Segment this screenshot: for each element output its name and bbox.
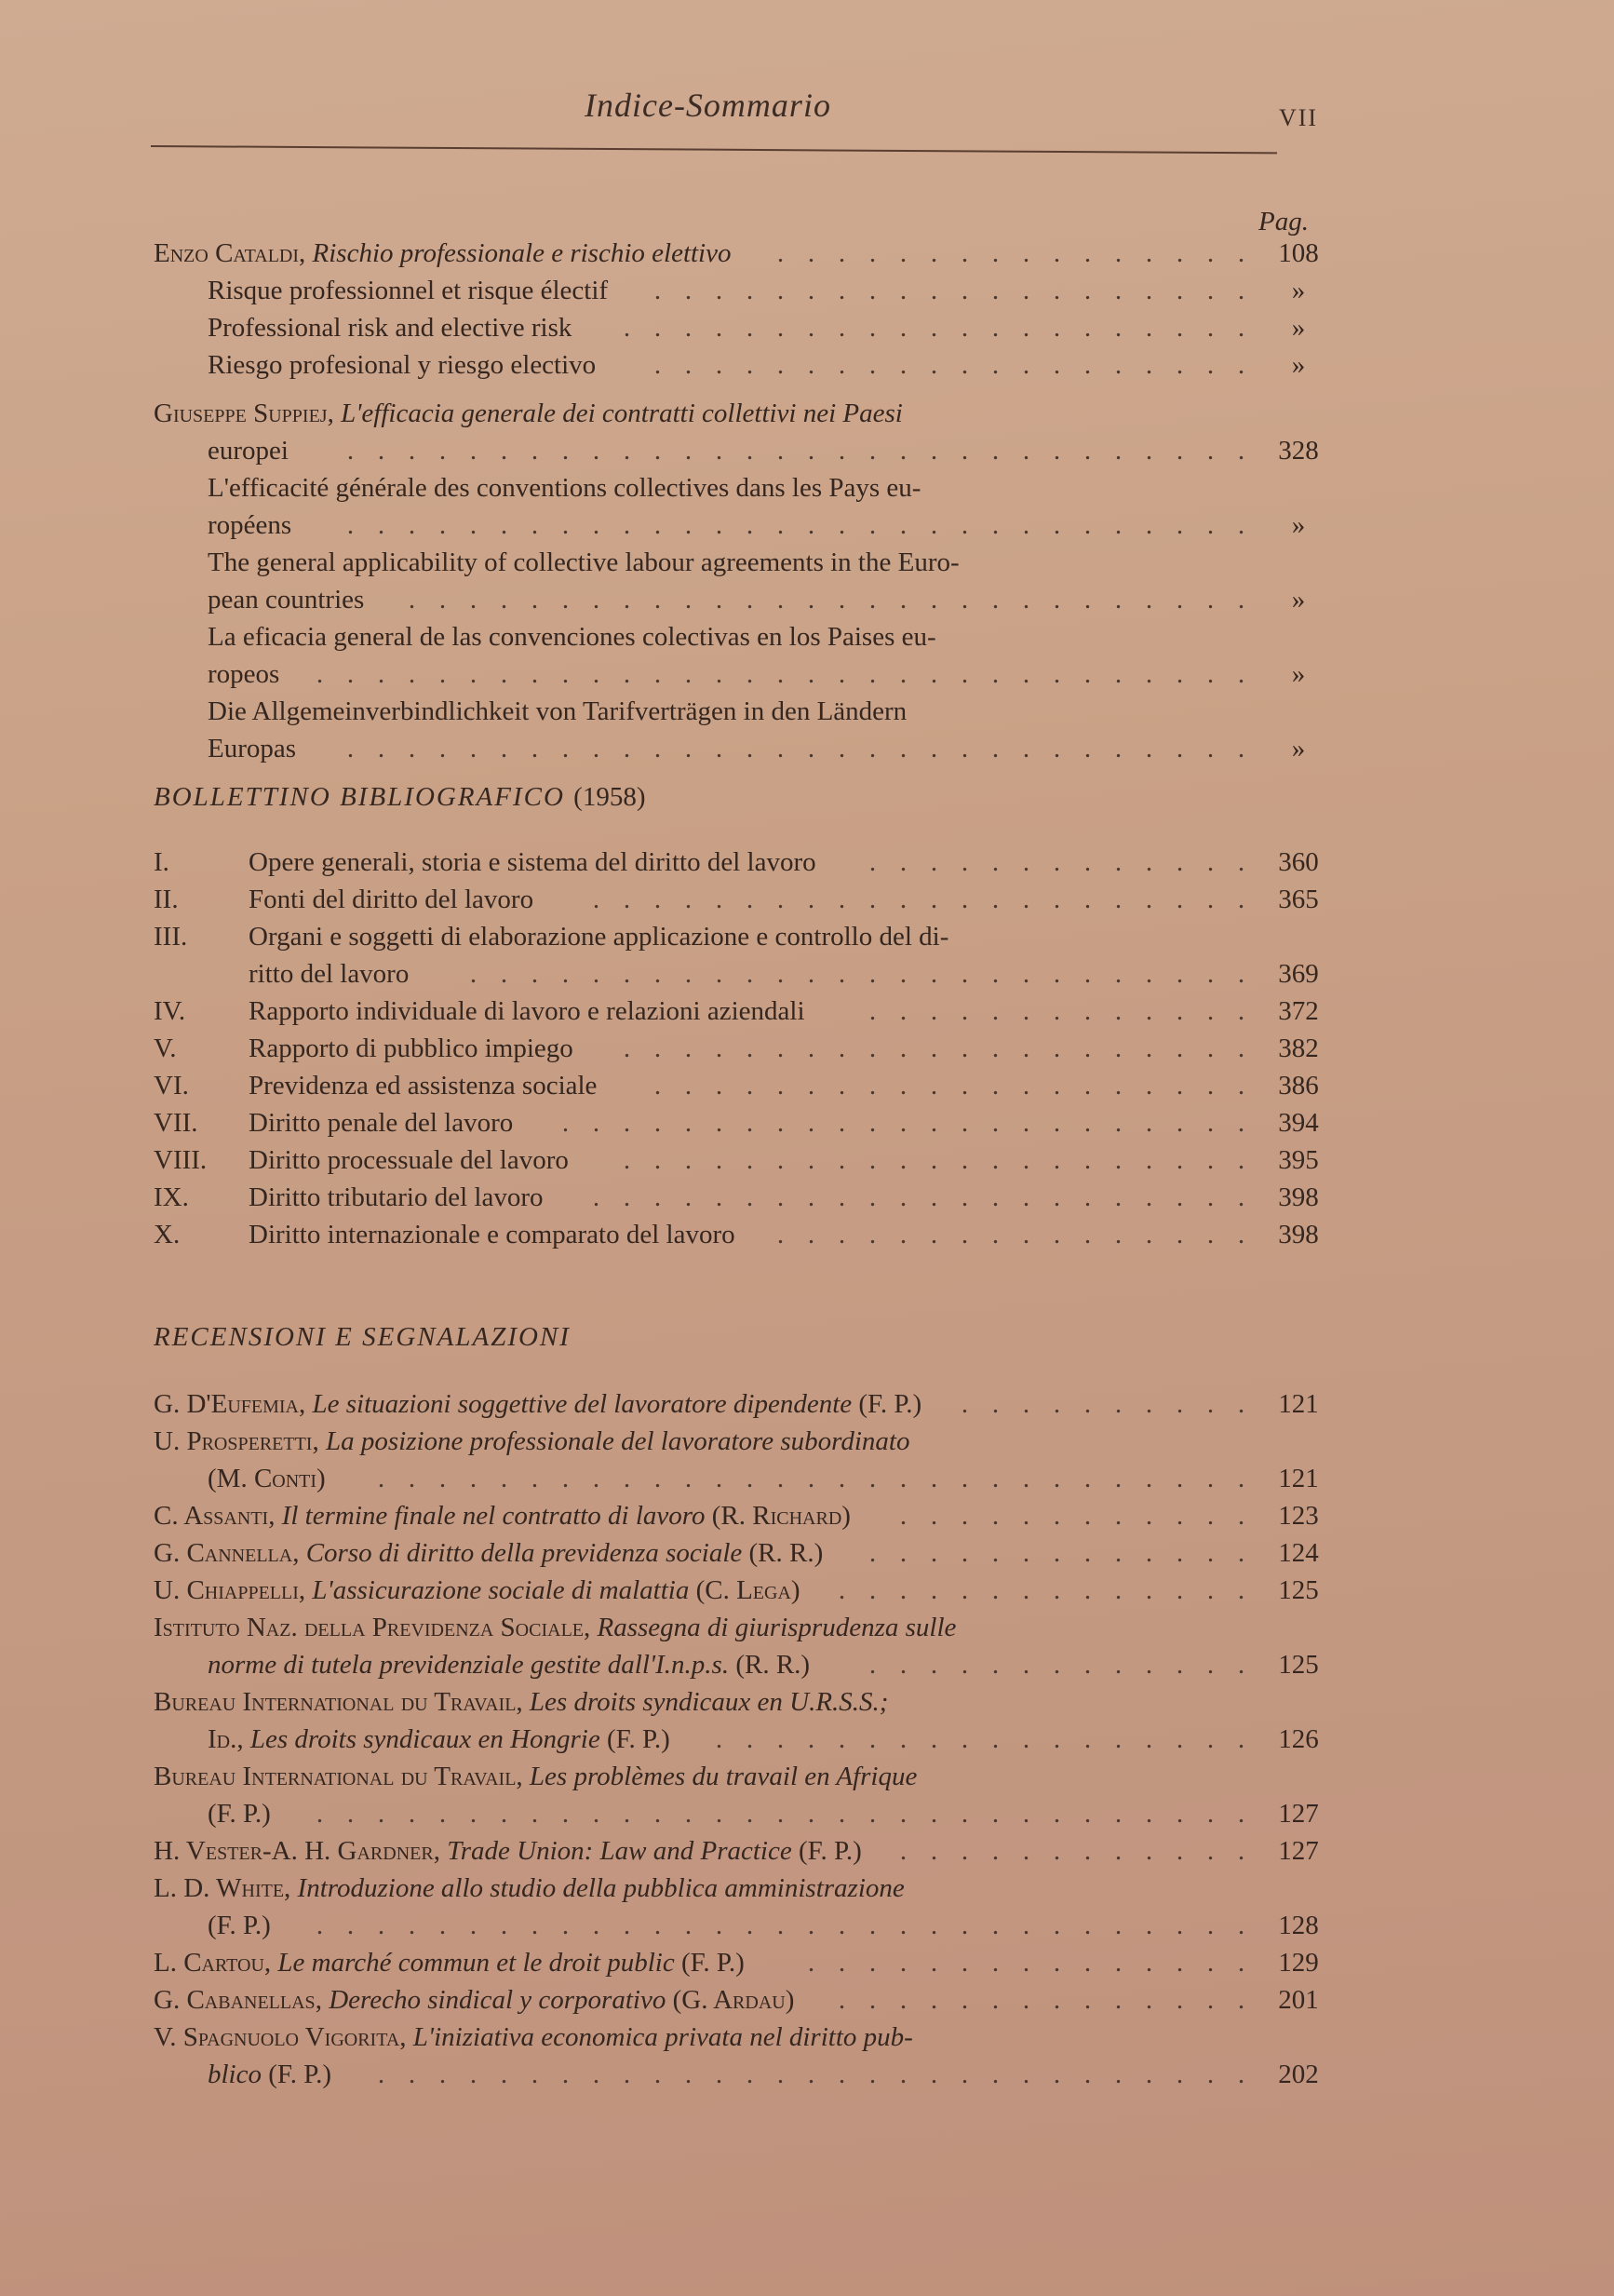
bollettino-item[interactable]: [154, 918, 1317, 955]
review-entry-cont[interactable]: [154, 1460, 1317, 1497]
leader-dots: . . . . . . . . . .: [961, 1389, 1245, 1419]
section-heading: RECENSIONI E SEGNALAZIONI: [154, 1322, 571, 1352]
leader-dots: . . . . . . . . . . . . . . . . . . . . . . . . . . . . .: [377, 1464, 1245, 1493]
item-number: VI.: [154, 1071, 189, 1101]
page-ref: 360: [1278, 847, 1319, 877]
leader-dots: . . . . . . . . . . . . . . . .: [776, 1220, 1245, 1249]
leader-dots: . . . . . . . . . . . . . . . . . . . . . .: [592, 1182, 1245, 1212]
translation-entry-cont[interactable]: [154, 506, 1317, 544]
translation-title-cont: Europas: [208, 734, 297, 763]
bollettino-list: [154, 844, 1317, 1253]
reviewer: (F. P.): [680, 1948, 745, 1978]
review-entry[interactable]: H. Vester-A. H. Gardner, Trade Union: Law and Practice (F. P.) 127 . . . . . . . . . . . .: [154, 1832, 1317, 1870]
leader-dots: . . . . . . . . . . . . . . .: [807, 1948, 1245, 1978]
page-ref: 202: [1278, 2060, 1319, 2089]
reviewer: (G. Ardau): [672, 1985, 795, 2015]
bollettino-item[interactable]: [154, 881, 1317, 918]
page-ref: 369: [1278, 959, 1319, 989]
author: L. D. White: [154, 1873, 285, 1903]
item-number: I.: [154, 847, 169, 877]
page-ref: 124: [1278, 1538, 1319, 1568]
author: G. Cannella: [154, 1538, 293, 1568]
leader-dots: . . . . . . . . . . . . . . . . . . . . . . . . . . . . . .: [346, 734, 1245, 763]
book-title-cont: norme di tutela previdenziale gestite dall'I.n.p.s.: [208, 1650, 730, 1680]
book-title: Introduzione allo studio della pubblica amministrazione: [297, 1873, 905, 1903]
page-ref: 394: [1278, 1108, 1319, 1138]
author: U. Prosperetti: [154, 1426, 313, 1456]
leader-dots: . . . . . . . . . . . . . . . . . . . . .: [623, 1145, 1245, 1175]
running-title: Indice-Sommario: [585, 87, 831, 124]
page-ref: 398: [1278, 1220, 1319, 1249]
author: G. D'Eufemia: [154, 1389, 299, 1419]
bollettino-item[interactable]: [154, 1067, 1317, 1104]
review-entry-cont[interactable]: [154, 1646, 1317, 1683]
author: Enzo Cataldi: [154, 238, 300, 268]
author: C. Assanti: [154, 1501, 269, 1531]
author: H. Vester-A. H. Gardner: [154, 1836, 434, 1866]
reviewer: (M. Conti): [208, 1464, 326, 1493]
item-title: Previdenza ed assistenza sociale: [249, 1071, 598, 1101]
book-title: Il termine finale nel contratto di lavoro: [281, 1501, 706, 1531]
leader-dots: . . . . . . . . . . . . . . . . . . . . . . . . . . . .: [408, 585, 1245, 615]
reviewer: (R. Richard): [711, 1501, 851, 1531]
leader-dots: . . . . . . . . . . . . . . . . . .: [715, 1724, 1245, 1754]
author: G. Cabanellas: [154, 1985, 316, 2015]
leader-dots: . . . . . . . . . . . . . . . .: [776, 238, 1245, 268]
page-ref: 127: [1278, 1836, 1319, 1866]
translation-entry[interactable]: [154, 346, 1317, 384]
article-title: Rischio professionale e rischio elettivo: [312, 238, 732, 268]
translation-title: Risque professionnel et risque électif: [208, 276, 609, 305]
translation-title: Riesgo profesional y riesgo electivo: [208, 350, 597, 380]
toc-entry[interactable]: Enzo Cataldi, Rischio professionale e rischio elettivo 108 . . . . . . . . . . . . . . . .: [154, 235, 1317, 272]
review-entry[interactable]: C. Assanti, Il termine finale nel contratto di lavoro (R. Richard) 123 . . . . . . . . . . . .: [154, 1497, 1317, 1534]
leader-dots: . . . . . . . . . . . . . . . . . . . . . . . . . .: [469, 959, 1245, 989]
translation-entry[interactable]: [154, 272, 1317, 309]
bollettino-item[interactable]: [154, 1104, 1317, 1141]
book-title: Le situazioni soggettive del lavoratore dipendente: [312, 1389, 853, 1419]
page-ref: 386: [1278, 1071, 1319, 1101]
leader-dots: . . . . . . . . . . . . . . . . . . . . . . . . . . . . .: [377, 2060, 1245, 2089]
bollettino-item[interactable]: [154, 1141, 1317, 1179]
page-ref: 129: [1278, 1948, 1319, 1978]
author: Bureau International du Travail: [154, 1687, 517, 1717]
leader-dots: . . . . . . . . . . . . . . . . . . . .: [653, 276, 1245, 305]
leader-dots: . . . . . . . . . . . .: [899, 1501, 1245, 1531]
bollettino-item-cont[interactable]: [154, 955, 1317, 993]
section-recensioni: [154, 1318, 1317, 1356]
page-ref: »: [1291, 510, 1306, 540]
book-title: Les problèmes du travail en Afrique: [529, 1762, 918, 1791]
book-title: Les droits syndicaux en U.R.S.S.;: [529, 1687, 889, 1717]
leader-dots: . . . . . . . . . . . . .: [868, 996, 1245, 1026]
review-entry[interactable]: V. Spagnuolo Vigorita, L'iniziativa economica privata nel diritto pub-: [154, 2022, 913, 2052]
review-entry[interactable]: L. D. White, Introduzione allo studio della pubblica amministrazione: [154, 1873, 905, 1903]
translation-title-cont: ropeos: [208, 659, 280, 689]
reviewer: (C. Lega): [695, 1575, 800, 1605]
page-ref: 201: [1278, 1985, 1319, 2015]
leader-dots: . . . . . . . . . . . . . . . . . . . . . . . . . . . . . . .: [316, 1911, 1245, 1940]
reviewer: (F. P.): [607, 1724, 670, 1754]
book-title: Le marché commun et le droit public: [277, 1948, 675, 1978]
article-title: L'efficacia generale dei contratti collettivi nei Paesi: [341, 398, 903, 428]
section-title: BOLLETTINO BIBLIOGRAFICO: [154, 782, 565, 812]
item-number: III.: [154, 922, 188, 952]
toc-entry-continuation[interactable]: [154, 432, 1317, 469]
item-number: VIII.: [154, 1145, 208, 1175]
review-entry[interactable]: U. Prosperetti, La posizione professionale del lavoratore subordinato: [154, 1426, 910, 1456]
review-entry[interactable]: Bureau International du Travail, Les problèmes du travail en Afrique: [154, 1762, 918, 1791]
bollettino-item[interactable]: [154, 993, 1317, 1030]
page-number: VII: [1279, 104, 1319, 131]
review-entry[interactable]: Bureau International du Travail, Les droits syndicaux en U.R.S.S.;: [154, 1687, 889, 1717]
page-ref: 382: [1278, 1033, 1319, 1063]
review-entry[interactable]: G. Cabanellas, Derecho sindical y corporativo (G. Ardau) 201 . . . . . . . . . . . . . .: [154, 1981, 1317, 2019]
item-title: Fonti del diritto del lavoro: [249, 885, 534, 914]
bollettino-item[interactable]: [154, 1216, 1317, 1253]
page-ref: 125: [1278, 1650, 1319, 1680]
translation-title: Professional risk and elective risk: [208, 313, 572, 343]
toc-entry[interactable]: Giuseppe Suppiej, L'efficacia generale dei contratti collettivi nei Paesi: [154, 398, 903, 428]
book-title: L'iniziativa economica privata nel diritto pub-: [412, 2022, 913, 2052]
page-ref: 108: [1278, 238, 1319, 268]
item-title: Diritto internazionale e comparato del lavoro: [249, 1220, 735, 1249]
page-ref: 365: [1278, 885, 1319, 914]
book-title: Derecho sindical y corporativo: [329, 1985, 666, 2015]
translation-title: Die Allgemeinverbindlichkeit von Tarifverträgen in den Ländern: [208, 696, 908, 726]
translation-entry[interactable]: [154, 618, 1317, 655]
leader-dots: . . . . . . . . . . . . . .: [838, 1985, 1245, 2015]
leader-dots: . . . . . . . . . . . . . .: [838, 1575, 1245, 1605]
bollettino-item[interactable]: [154, 1179, 1317, 1216]
author: Bureau International du Travail: [154, 1762, 517, 1791]
item-number: V.: [154, 1033, 177, 1063]
translation-entry[interactable]: [154, 544, 1317, 581]
item-title: Rapporto di pubblico impiego: [249, 1033, 573, 1063]
book-title: L'assicurazione sociale di malattia: [312, 1575, 690, 1605]
item-title: Diritto penale del lavoro: [249, 1108, 514, 1138]
page-ref: 121: [1278, 1389, 1319, 1419]
section-heading: [154, 778, 1317, 816]
translation-entry-cont[interactable]: [154, 581, 1317, 618]
header-rule: [151, 145, 1277, 154]
review-entry-cont[interactable]: [154, 2056, 1317, 2093]
author: L. Cartou: [154, 1948, 264, 1978]
recensioni-list: [154, 1385, 1317, 2093]
leader-dots: . . . . . . . . . . . . .: [868, 1538, 1245, 1568]
reviewer: (F. P.): [858, 1389, 922, 1419]
translation-entry[interactable]: [154, 309, 1317, 346]
page-ref: »: [1291, 659, 1306, 689]
article-cataldi: [154, 235, 1317, 384]
page-ref: 125: [1278, 1575, 1319, 1605]
book-title-cont: blico: [208, 2060, 262, 2089]
reviewer: (R. R.): [748, 1538, 824, 1568]
item-number: X.: [154, 1220, 181, 1249]
reviewer: (F. P.): [208, 1799, 271, 1829]
leader-dots: . . . . . . . . . . . . . . . . . . . . .: [623, 1033, 1245, 1063]
article-title-cont: europei: [208, 436, 289, 466]
page-ref: »: [1291, 276, 1306, 305]
translation-title-cont: ropéens: [208, 510, 292, 540]
item-title-cont: ritto del lavoro: [249, 959, 410, 989]
leader-dots: . . . . . . . . . . . . . . . . . . . . .: [623, 313, 1245, 343]
review-entry[interactable]: L. Cartou, Le marché commun et le droit public (F. P.) 129 . . . . . . . . . . . . . . .: [154, 1944, 1317, 1981]
page-ref: 127: [1278, 1799, 1319, 1829]
section-year: (1958): [573, 782, 646, 812]
pag-column-label: Pag.: [1258, 207, 1309, 236]
translation-title-cont: pean countries: [208, 585, 365, 615]
article-suppiej: [154, 395, 1317, 767]
author: V. Spagnuolo Vigorita: [154, 2022, 400, 2052]
leader-dots: . . . . . . . . . . . . .: [868, 1650, 1245, 1680]
review-entry-cont[interactable]: [154, 1907, 1317, 1944]
bollettino-item[interactable]: [154, 1030, 1317, 1067]
item-number: IX.: [154, 1182, 189, 1212]
page-ref: 121: [1278, 1464, 1319, 1493]
reviewer: (F. P.): [208, 1911, 271, 1940]
item-title: Opere generali, storia e sistema del diritto del lavoro: [249, 847, 816, 877]
review-entry[interactable]: U. Chiappelli, L'assicurazione sociale di malattia (C. Lega) 125 . . . . . . . . . . . . . .: [154, 1572, 1317, 1609]
review-entry-cont[interactable]: [154, 1795, 1317, 1832]
review-entry[interactable]: Istituto Naz. della Previdenza Sociale, Rassegna di giurisprudenza sulle: [154, 1613, 957, 1642]
item-number: VII.: [154, 1108, 198, 1138]
translation-title: The general applicability of collective labour agreements in the Euro-: [208, 547, 960, 577]
leader-dots: . . . . . . . . . . . .: [899, 1836, 1245, 1866]
page-ref: 123: [1278, 1501, 1319, 1531]
page-ref: 328: [1278, 436, 1319, 466]
author-ibid: Id.,: [208, 1724, 244, 1754]
reviewer: (F. P.): [798, 1836, 862, 1866]
review-entry[interactable]: G. D'Eufemia, Le situazioni soggettive del lavoratore dipendente (F. P.) 121 . . . . . . . . . .: [154, 1385, 1317, 1423]
leader-dots: . . . . . . . . . . . . . . . . . . . . . . . . . . . . . .: [346, 436, 1245, 466]
translation-entry[interactable]: [154, 469, 1317, 506]
leader-dots: . . . . . . . . . . . . . . . . . . . . . . .: [561, 1108, 1245, 1138]
leader-dots: . . . . . . . . . . . . . . . . . . . . . .: [592, 885, 1245, 914]
author: Giuseppe Suppiej: [154, 398, 328, 428]
page-ref: »: [1291, 350, 1306, 380]
item-title: Diritto processuale del lavoro: [249, 1145, 569, 1175]
page-ref: 372: [1278, 996, 1319, 1026]
leader-dots: . . . . . . . . . . . . . . . . . . . .: [653, 350, 1245, 380]
translation-title: L'efficacité générale des conventions collectives dans les Pays eu-: [208, 473, 921, 503]
page-ref: 128: [1278, 1911, 1319, 1940]
reviewer: (R. R.): [735, 1650, 811, 1680]
translation-entry-cont[interactable]: [154, 655, 1317, 693]
author: Istituto Naz. della Previdenza Sociale: [154, 1613, 585, 1642]
book-title: Trade Union: Law and Practice: [447, 1836, 792, 1866]
page-ref: »: [1291, 585, 1306, 615]
book-title: La posizione professionale del lavoratore subordinato: [325, 1426, 910, 1456]
item-number: II.: [154, 885, 179, 914]
translation-entry-cont[interactable]: [154, 730, 1317, 767]
bollettino-item[interactable]: [154, 844, 1317, 881]
author: U. Chiappelli: [154, 1575, 299, 1605]
page-ref: 126: [1278, 1724, 1319, 1754]
item-title: Rapporto individuale di lavoro e relazioni aziendali: [249, 996, 805, 1026]
item-title: Diritto tributario del lavoro: [249, 1182, 544, 1212]
leader-dots: . . . . . . . . . . . . . . . . . . . . . . . . . . . . . . .: [316, 1799, 1245, 1829]
leader-dots: . . . . . . . . . . . . . . . . . . . . . . . . . . . . . . .: [316, 659, 1245, 689]
reviewer: (F. P.): [268, 2060, 332, 2089]
section-bollettino: [154, 778, 1317, 816]
review-entry-cont[interactable]: [154, 1721, 1317, 1758]
leader-dots: . . . . . . . . . . . . . . . . . . . .: [653, 1071, 1245, 1101]
translation-title: La eficacia general de las convenciones colectivas en los Paises eu-: [208, 622, 936, 652]
page-ref: 398: [1278, 1182, 1319, 1212]
item-title: Organi e soggetti di elaborazione applicazione e controllo del di-: [249, 922, 949, 952]
page-ref: 395: [1278, 1145, 1319, 1175]
book-title: Rassegna di giurisprudenza sulle: [597, 1613, 957, 1642]
review-entry[interactable]: G. Cannella, Corso di diritto della previdenza sociale (R. R.) 124 . . . . . . . . . . . . .: [154, 1534, 1317, 1572]
book-title-cont: Les droits syndicaux en Hongrie: [249, 1724, 600, 1754]
book-title: Corso di diritto della previdenza sociale: [305, 1538, 743, 1568]
leader-dots: . . . . . . . . . . . . . . . . . . . . . . . . . . . . . .: [346, 510, 1245, 540]
translation-entry[interactable]: [154, 693, 1317, 730]
item-number: IV.: [154, 996, 186, 1026]
leader-dots: . . . . . . . . . . . . .: [868, 847, 1245, 877]
page-ref: »: [1291, 734, 1306, 763]
page-ref: »: [1291, 313, 1306, 343]
